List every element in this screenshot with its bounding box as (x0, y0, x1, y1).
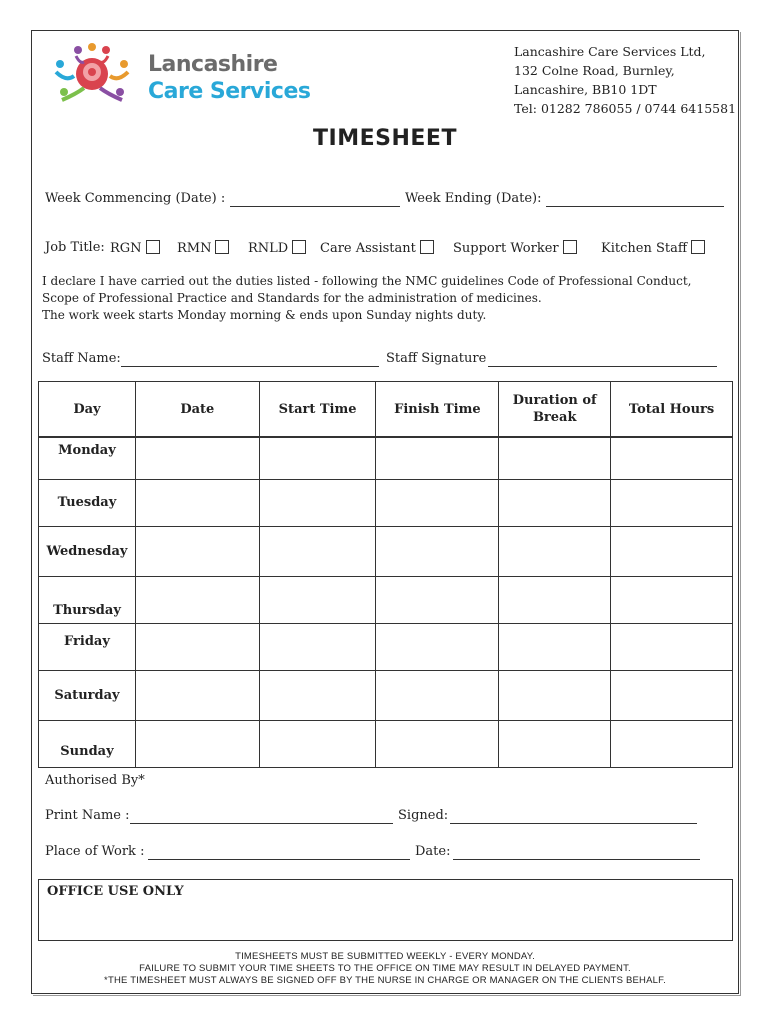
break-cell[interactable] (499, 479, 611, 526)
total-hours-cell[interactable] (611, 623, 733, 670)
day-cell: Sunday (39, 720, 136, 767)
column-header: Date (135, 382, 259, 438)
column-header: Day (39, 382, 136, 438)
week-commencing-label: Week Commencing (Date) : (45, 191, 226, 206)
date-cell[interactable] (135, 576, 259, 623)
table-row (39, 526, 733, 576)
job-title-label: Job Title: (45, 240, 105, 255)
authorised-by-label: Authorised By* (45, 773, 145, 788)
staff-signature-field[interactable] (488, 366, 717, 367)
total-hours-cell[interactable] (611, 670, 733, 720)
start-time-cell[interactable] (259, 479, 376, 526)
week-ending-field[interactable] (546, 206, 724, 207)
start-time-cell[interactable] (259, 526, 376, 576)
signed-field[interactable] (450, 823, 697, 824)
column-header: Start Time (259, 382, 376, 438)
start-time-cell[interactable] (259, 623, 376, 670)
place-of-work-field[interactable] (148, 859, 410, 860)
declaration-line: The work week starts Monday morning & ends upon Sunday nights duty. (42, 308, 487, 322)
address-line: Lancashire, BB10 1DT (514, 82, 657, 97)
checkbox[interactable] (146, 240, 160, 254)
week-commencing-field[interactable] (230, 206, 400, 207)
date-field[interactable] (453, 859, 700, 860)
date-cell[interactable] (135, 670, 259, 720)
job-option-kitchen-staff[interactable] (601, 240, 705, 256)
week-ending-label: Week Ending (Date): (405, 191, 542, 206)
brand-name-line1: Lancashire (148, 52, 278, 77)
checkbox[interactable] (215, 240, 229, 254)
job-option-label: RNLD (248, 241, 289, 256)
checkbox[interactable] (292, 240, 306, 254)
timesheet-table (38, 381, 733, 768)
break-cell[interactable] (499, 720, 611, 767)
finish-time-cell[interactable] (376, 670, 499, 720)
declaration-line: Scope of Professional Practice and Standards for the administration of medicines. (42, 291, 542, 305)
company-address (514, 42, 736, 118)
finish-time-cell[interactable] (376, 479, 499, 526)
table-row (39, 479, 733, 526)
job-option-rmn[interactable] (177, 240, 229, 256)
total-hours-cell[interactable] (611, 720, 733, 767)
table-row (39, 670, 733, 720)
job-option-rnld[interactable] (248, 240, 306, 256)
break-cell[interactable] (499, 526, 611, 576)
document-title: TIMESHEET (313, 126, 457, 151)
date-label: Date: (415, 844, 451, 859)
break-cell[interactable] (499, 437, 611, 479)
table-row (39, 576, 733, 623)
job-option-label: Kitchen Staff (601, 241, 688, 256)
break-cell[interactable] (499, 576, 611, 623)
job-option-rgn[interactable] (110, 240, 160, 256)
print-name-label: Print Name : (45, 808, 130, 823)
day-cell: Monday (39, 437, 136, 479)
job-option-label: Care Assistant (320, 241, 416, 256)
finish-time-cell[interactable] (376, 576, 499, 623)
office-use-label: OFFICE USE ONLY (47, 884, 184, 899)
address-line: Lancashire Care Services Ltd, (514, 44, 706, 59)
job-option-care-assistant[interactable] (320, 240, 434, 256)
address-line: Tel: 01282 786055 / 0744 6415581 (514, 101, 737, 116)
job-option-label: Support Worker (453, 241, 559, 256)
rose-logo-icon (50, 42, 135, 107)
footer-note: *THE TIMESHEET MUST ALWAYS BE SIGNED OFF BY THE NURSE IN CHARGE OR MANAGER ON THE CLIENTS BEHALF. (104, 975, 666, 986)
total-hours-cell[interactable] (611, 479, 733, 526)
column-header: Duration of Break (499, 382, 611, 438)
finish-time-cell[interactable] (376, 437, 499, 479)
job-option-support-worker[interactable] (453, 240, 577, 256)
total-hours-cell[interactable] (611, 576, 733, 623)
total-hours-cell[interactable] (611, 526, 733, 576)
footer-note: TIMESHEETS MUST BE SUBMITTED WEEKLY - EVERY MONDAY. (235, 951, 535, 962)
declaration-text (42, 273, 691, 324)
date-cell[interactable] (135, 437, 259, 479)
date-cell[interactable] (135, 623, 259, 670)
day-cell: Thursday (39, 576, 136, 623)
place-of-work-label: Place of Work : (45, 844, 145, 859)
table-header-row (39, 382, 733, 438)
declaration-line: I declare I have carried out the duties listed - following the NMC guidelines Code of Professional Conduct, (42, 274, 692, 288)
checkbox[interactable] (691, 240, 705, 254)
table-row (39, 623, 733, 670)
date-cell[interactable] (135, 526, 259, 576)
total-hours-cell[interactable] (611, 437, 733, 479)
finish-time-cell[interactable] (376, 526, 499, 576)
finish-time-cell[interactable] (376, 623, 499, 670)
checkbox[interactable] (420, 240, 434, 254)
day-cell: Friday (39, 623, 136, 670)
staff-signature-label: Staff Signature (386, 351, 487, 366)
day-cell: Tuesday (39, 479, 136, 526)
day-cell: Wednesday (39, 526, 136, 576)
print-name-field[interactable] (130, 823, 393, 824)
checkbox[interactable] (563, 240, 577, 254)
table-row (39, 437, 733, 479)
start-time-cell[interactable] (259, 670, 376, 720)
break-cell[interactable] (499, 623, 611, 670)
staff-name-field[interactable] (121, 366, 379, 367)
break-cell[interactable] (499, 670, 611, 720)
column-header: Total Hours (611, 382, 733, 438)
start-time-cell[interactable] (259, 437, 376, 479)
office-use-box (38, 879, 733, 941)
date-cell[interactable] (135, 479, 259, 526)
column-header: Finish Time (376, 382, 499, 438)
finish-time-cell[interactable] (376, 720, 499, 767)
day-cell: Saturday (39, 670, 136, 720)
staff-name-label: Staff Name: (42, 351, 121, 366)
date-cell[interactable] (135, 720, 259, 767)
job-option-label: RMN (177, 241, 212, 256)
signed-label: Signed: (398, 808, 449, 823)
job-option-label: RGN (110, 241, 142, 256)
address-line: 132 Colne Road, Burnley, (514, 63, 675, 78)
table-row (39, 720, 733, 767)
start-time-cell[interactable] (259, 576, 376, 623)
footer-note: FAILURE TO SUBMIT YOUR TIME SHEETS TO THE OFFICE ON TIME MAY RESULT IN DELAYED PAYMENT. (139, 963, 631, 974)
start-time-cell[interactable] (259, 720, 376, 767)
brand-name-line2: Care Services (148, 79, 311, 104)
